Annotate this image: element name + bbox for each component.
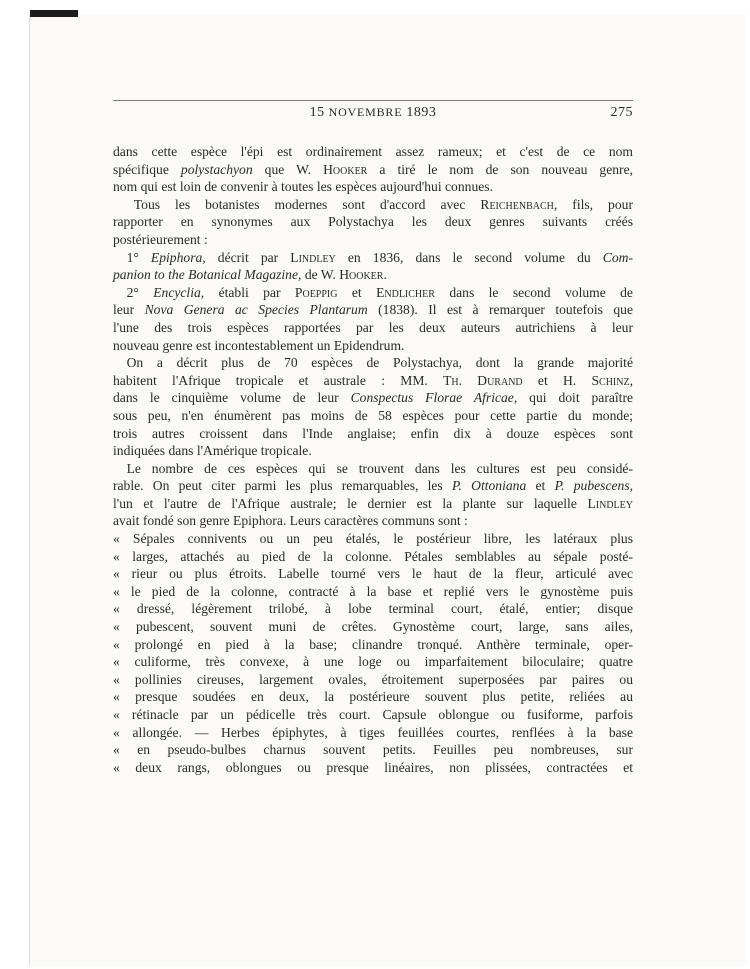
text-line: dans le cinquième volume de leur Conspectus Florae Africae, qui doit paraître bbox=[113, 390, 634, 406]
text-line: 1° Epiphora, décrit par Lindley en 1836, dans le second volume du Com- bbox=[126, 249, 633, 265]
paragraph-1 bbox=[113, 143, 633, 196]
text-line: 2° Encyclia, établi par Poeppig et Endlicher dans le second volume de bbox=[126, 284, 633, 300]
quote-line: « dressé, légèrement trilobé, à lobe terminal court, étalé, entier; disque bbox=[113, 601, 633, 617]
quote-line: « Sépales connivents ou un peu étalés, le postérieur libre, les latéraux plus bbox=[113, 531, 633, 547]
running-head-date bbox=[113, 105, 633, 121]
author-name: Hooker bbox=[339, 267, 384, 283]
text-line: Le nombre de ces espèces qui se trouvent dans les cultures est peu considé- bbox=[126, 460, 633, 476]
quote-line: « rieur ou plus étroits. Labelle tourné vers le haut de la fleur, articulé avec bbox=[113, 566, 633, 582]
text-line: rapporter en synonymes aux Polystachya les deux genres suivants créés bbox=[113, 214, 633, 230]
quote-line: « en pseudo-bulbes charnus souvent petits. Feuilles peu nombreuses, sur bbox=[113, 742, 633, 758]
page-number: 275 bbox=[610, 105, 633, 120]
species-epithet: polystachyon bbox=[180, 161, 253, 177]
quote-line: « pubescent, souvent muni de crêtes. Gynostème court, large, sans ailes, bbox=[113, 619, 633, 635]
author-name: Th. Durand bbox=[443, 372, 523, 388]
author-name: Poeppig bbox=[294, 284, 338, 300]
paragraph-5 bbox=[113, 354, 633, 460]
text-line: l'une des trois espèces rapportées par les deux auteurs autrichiens à leur bbox=[113, 319, 633, 335]
book-title: Com- bbox=[602, 249, 633, 265]
page-body bbox=[113, 100, 633, 776]
text-line: avait fondé son genre Epiphora. Leurs caractères communs sont : bbox=[113, 513, 468, 529]
quote-line: « allongée. — Herbes épiphytes, à tiges feuillées courtes, renflées à la base bbox=[113, 724, 633, 740]
text-line: indiquées dans l'Amérique tropicale. bbox=[113, 443, 312, 459]
quote-line: « larges, attachés au pied de la colonne. Pétales semblables au sépale posté- bbox=[113, 548, 633, 564]
quote-line: « prolongé en pied à la base; clinandre tronqué. Anthère terminale, oper- bbox=[113, 636, 633, 652]
text-line: trois autres croissent dans l'Inde anglaise; enfin dix à douze espèces sont bbox=[113, 425, 633, 441]
header-rule bbox=[113, 100, 633, 101]
genus-name: Encyclia, bbox=[153, 284, 205, 300]
quote-line: « culiforme, très convexe, à une loge ou imparfaitement biloculaire; quatre bbox=[113, 654, 633, 670]
body-text bbox=[113, 143, 633, 776]
quote-line: « rétinacle par un pédicelle très court. Capsule oblongue ou fusiforme, parfois bbox=[113, 707, 633, 722]
species-name: P. Ottoniana bbox=[451, 478, 527, 494]
book-title: Nova Genera ac Species Plantarum bbox=[144, 302, 368, 318]
paragraph-3 bbox=[113, 249, 633, 284]
author-name: Schinz bbox=[591, 372, 630, 388]
text-line: l'un et l'autre de l'Afrique australe; le dernier est la plante sur laquelle Lindley bbox=[113, 495, 633, 511]
text-line: postérieurement : bbox=[113, 231, 208, 247]
quote-line: « pollinies cireuses, largement ovales, étroitement superposées par paires ou bbox=[113, 671, 633, 687]
scan-corner-mark bbox=[30, 10, 78, 17]
species-name: P. pubescens, bbox=[554, 478, 634, 494]
date-year: 1893 bbox=[406, 105, 437, 120]
text-line: leur Nova Genera ac Species Plantarum (1838). Il est à remarquer toutefois que bbox=[113, 302, 633, 318]
author-name: Hooker bbox=[323, 161, 368, 177]
genus-name: Epiphora, bbox=[150, 249, 206, 265]
text-line: sous peu, n'en énumèrent pas moins de 58 espèces pour cette partie du monde; bbox=[113, 407, 633, 423]
quote-line: « presque soudées en deux, la postérieure souvent plus petite, reliées au bbox=[113, 689, 633, 705]
author-name: Reichenbach bbox=[480, 196, 554, 212]
date-day: 15 bbox=[309, 105, 325, 120]
text-line: spécifique polystachyon que W. Hooker a tiré le nom de son nouveau genre, bbox=[113, 161, 634, 177]
quote-line: « le pied de la colonne, contracté à la base et replié vers le gynostème puis bbox=[113, 583, 633, 599]
author-name: Endlicher bbox=[376, 284, 435, 300]
text-line: nouveau genre est incontestablement un Epidendrum. bbox=[113, 337, 405, 353]
running-head bbox=[113, 105, 633, 129]
text-line: On a décrit plus de 70 espèces de Polystachya, dont la grande majorité bbox=[126, 355, 633, 371]
text-line: dans cette espèce l'épi est ordinairement assez rameux; et c'est de ce nom bbox=[113, 144, 633, 159]
text-line: nom qui est loin de convenir à toutes les espèces aujourd'hui connues. bbox=[113, 179, 493, 195]
author-name: Lindley bbox=[587, 495, 633, 511]
text-line: rable. On peut citer parmi les plus remarquables, les P. Ottoniana et P. pubescens, bbox=[113, 478, 634, 494]
paragraph-4 bbox=[113, 284, 633, 354]
author-name: Lindley bbox=[290, 249, 336, 265]
book-title: Conspectus Florae Africae, bbox=[350, 390, 518, 406]
paragraph-6 bbox=[113, 460, 633, 530]
quote-line: « deux rangs, oblongues ou presque linéaires, non plissées, contractées et bbox=[113, 759, 633, 775]
quoted-description bbox=[113, 530, 633, 776]
text-line: panion to the Botanical Magazine, de W. Hooker. bbox=[113, 267, 387, 283]
text-line: habitent l'Afrique tropicale et australe : MM. Th. Durand et H. Schinz, bbox=[113, 372, 633, 388]
book-title: panion to the Botanical Magazine, bbox=[113, 267, 302, 283]
paragraph-2 bbox=[113, 196, 633, 249]
date-month: NOVEMBRE bbox=[328, 105, 403, 119]
text-line: Tous les botanistes modernes sont d'accord avec Reichenbach, fils, pour bbox=[133, 196, 633, 212]
